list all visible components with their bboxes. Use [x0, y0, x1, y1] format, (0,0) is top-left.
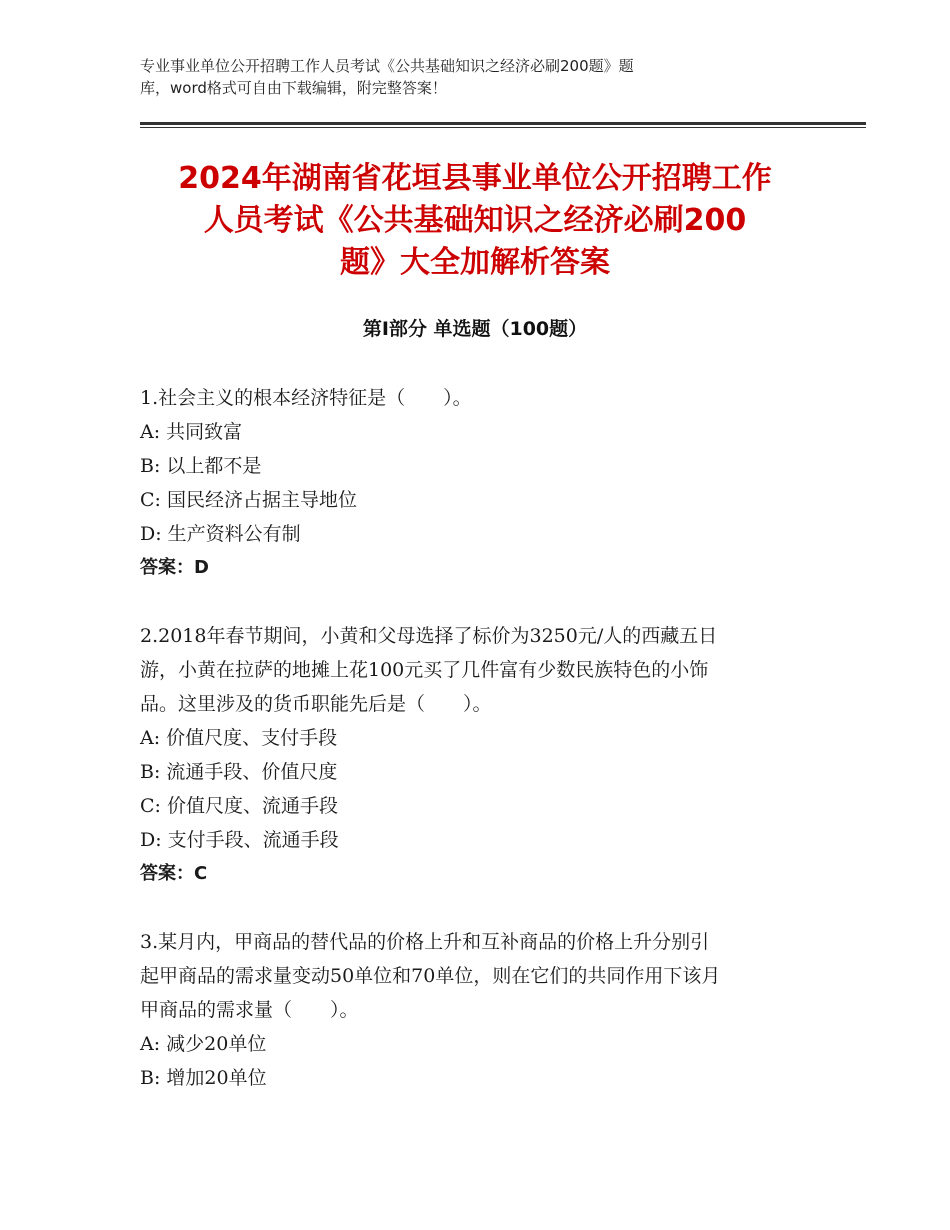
option-b: B: 增加20单位 [140, 1067, 267, 1089]
question-stem-line-2: 起甲商品的需求量变动50单位和70单位，则在它们的共同作用下该月 [140, 965, 721, 987]
section-title: 第Ⅰ部分 单选题（100题） [362, 318, 588, 340]
title-line-1: 2024年湖南省花垣县事业单位公开招聘工作 [178, 161, 772, 196]
question-stem-line-1: 3.某月内，甲商品的替代品的价格上升和互补商品的价格上升分别引 [140, 931, 710, 953]
header-note-line-1: 专业事业单位公开招聘工作人员考试《公共基础知识之经济必刷200题》题 [140, 57, 634, 75]
title-line-3: 题》大全加解析答案 [340, 245, 610, 280]
option-c: C: 价值尺度、流通手段 [140, 795, 338, 817]
header-rule-thin [140, 127, 866, 128]
header-rule-thick [140, 122, 866, 125]
question-2 [140, 619, 820, 891]
question-stem-line-1: 2.2018年春节期间，小黄和父母选择了标价为3250元/人的西藏五日 [140, 625, 718, 647]
option-c: C: 国民经济占据主导地位 [140, 489, 357, 511]
question-list [140, 381, 820, 1129]
option-a: A: 共同致富 [140, 421, 243, 443]
answer: 答案：C [140, 863, 208, 884]
header-note [140, 55, 780, 99]
question-1 [140, 381, 820, 585]
option-a: A: 价值尺度、支付手段 [140, 727, 338, 749]
question-stem: 1.社会主义的根本经济特征是（ ）。 [140, 387, 472, 409]
option-b: B: 流通手段、价值尺度 [140, 761, 338, 783]
question-stem-line-3: 品。这里涉及的货币职能先后是（ ）。 [140, 693, 492, 715]
question-3 [140, 925, 820, 1095]
answer: 答案：D [140, 557, 209, 578]
option-d: D: 支付手段、流通手段 [140, 829, 339, 851]
header-note-line-2: 库，word格式可自由下载编辑，附完整答案！ [140, 79, 447, 97]
document-title [130, 158, 820, 284]
option-d: D: 生产资料公有制 [140, 523, 301, 545]
question-stem-line-3: 甲商品的需求量（ ）。 [140, 999, 359, 1021]
option-a: A: 减少20单位 [140, 1033, 267, 1055]
question-stem-line-2: 游，小黄在拉萨的地摊上花100元买了几件富有少数民族特色的小饰 [140, 659, 709, 681]
title-line-2: 人员考试《公共基础知识之经济必刷200 [203, 203, 747, 238]
option-b: B: 以上都不是 [140, 455, 262, 477]
